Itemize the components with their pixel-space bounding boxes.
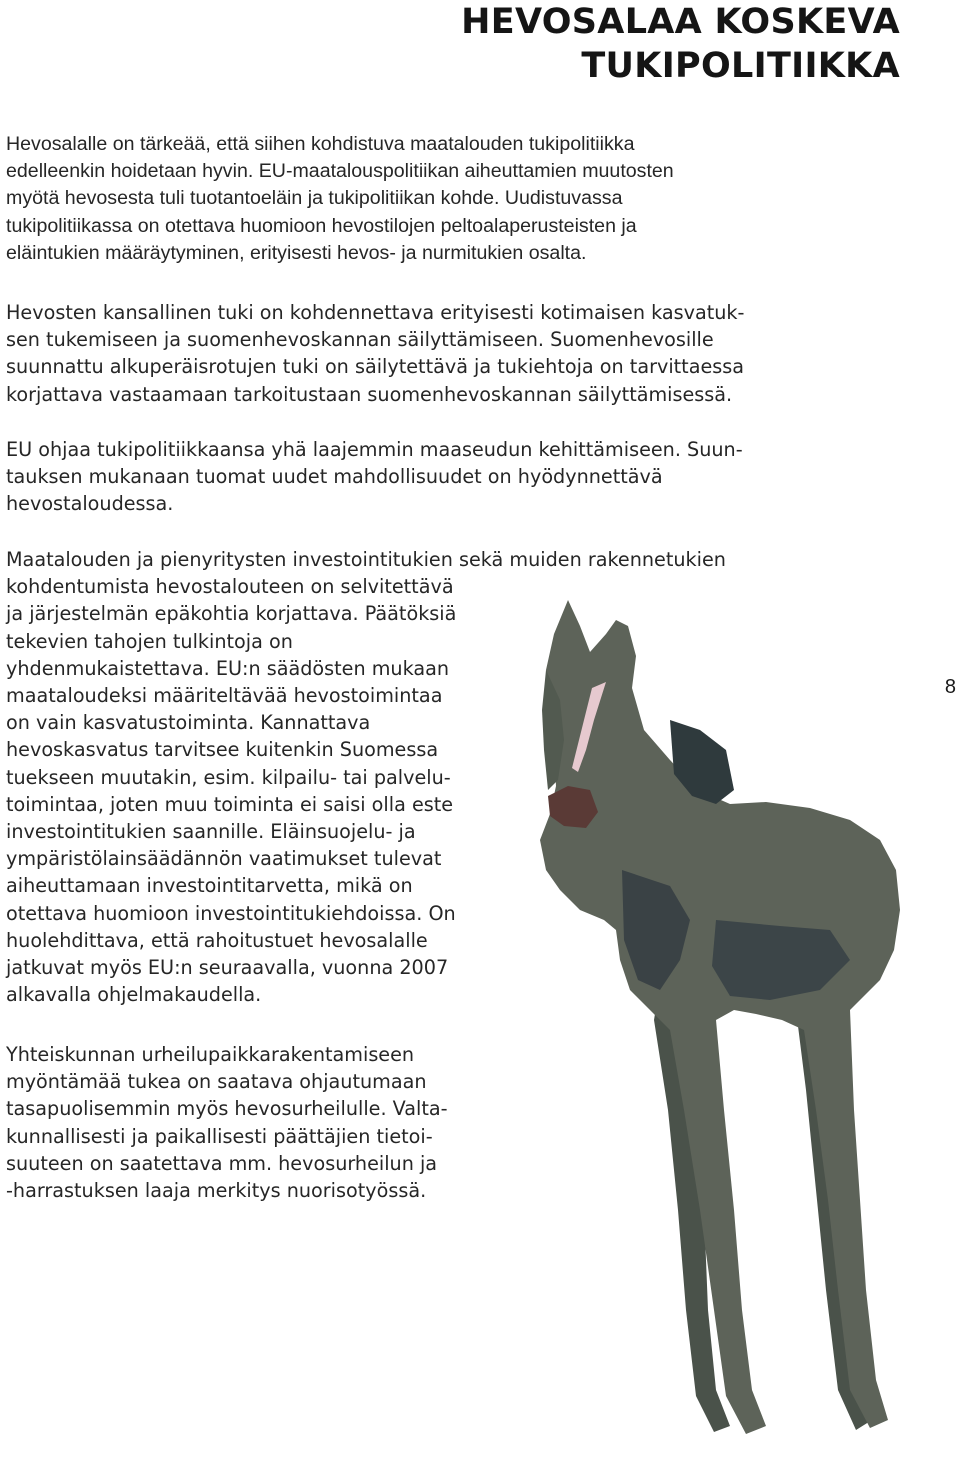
text-line: on vain kasvatustoiminta. Kannattava — [6, 711, 371, 735]
paragraph-national-support — [6, 299, 744, 408]
page-number: 8 — [944, 676, 956, 698]
text-line: Hevosalalle on tärkeää, että siihen kohdistuva maatalouden tukipolitiikka — [6, 133, 635, 155]
text-line: ja järjestelmän epäkohtia korjattava. Päätöksiä — [6, 602, 457, 626]
text-line: edelleenkin hoidetaan hyvin. EU-maatalouspolitiikan aiheuttamien muutosten — [6, 160, 674, 183]
text-line: maataloudeksi määriteltävää hevostoimintaa — [6, 684, 443, 708]
paragraph-sports-facilities — [6, 1041, 448, 1204]
text-line: tekevien tahojen tulkintoja on — [6, 629, 293, 653]
text-line: aiheuttamaan investointitarvetta, mikä on — [6, 874, 413, 898]
text-line: tasapuolisemmin myös hevosurheilulle. Valta- — [6, 1097, 448, 1121]
text-line: investointitukien saannille. Eläinsuojelu- ja — [6, 820, 416, 844]
text-line: hevoskasvatus tarvitsee kuitenkin Suomessa — [6, 738, 439, 762]
text-line: huolehdittava, että rahoitustuet hevosalalle — [6, 928, 428, 952]
text-line: eläintukien määräytyminen, erityisesti hevos- ja nurmitukien osalta. — [6, 241, 587, 264]
text-line: Hevosten kansallinen tuki on kohdennettava erityisesti kotimaisen kasvatuk- — [6, 301, 745, 324]
text-line: tuekseen muutakin, esim. kilpailu- tai palvelu- — [6, 765, 451, 789]
text-line: myöntämää tukea on saatava ohjautumaan — [6, 1070, 427, 1094]
paragraph-rural-development — [6, 436, 743, 518]
text-line: -harrastuksen laaja merkitys nuorisotyössä. — [6, 1179, 427, 1203]
page-title-line-2: TUKIPOLITIIKKA — [581, 46, 900, 86]
text-line: Yhteiskunnan urheilupaikkarakentamiseen — [6, 1043, 415, 1066]
text-line: tukipolitiikassa on otettava huomioon hevostilojen peltoalaperusteisten ja — [6, 214, 637, 237]
paragraph-support-policy — [6, 131, 674, 267]
foal-body — [540, 600, 900, 1434]
text-line: kohdentumista hevostalouteen on selvitettävä — [6, 575, 454, 599]
text-line: hevostaloudessa. — [6, 492, 174, 516]
text-line: myötä hevosesta tuli tuotantoeläin ja tukipolitiikan kohde. Uudistuvassa — [6, 187, 623, 210]
page-title — [461, 0, 900, 88]
text-line: otettava huomioon investointitukiehdoissa. On — [6, 901, 456, 925]
foal-illustration — [520, 590, 920, 1460]
text-line: sen tukemiseen ja suomenhevoskannan säilyttämiseen. Suomenhevosille — [6, 328, 714, 352]
text-line: suuteen on saatettava mm. hevosurheilun ja — [6, 1151, 438, 1175]
text-line: yhdenmukaistettava. EU:n säädösten mukaan — [6, 656, 450, 680]
text-line: suunnattu alkuperäisrotujen tuki on säilytettävä ja tukiehtoja on tarvittaessa — [6, 355, 745, 379]
text-line: kunnallisesti ja paikallisesti päättäjien tietoi- — [6, 1124, 433, 1148]
text-line: jatkuvat myös EU:n seuraavalla, vuonna 2007 — [6, 956, 449, 980]
text-line: alkavalla ohjelmakaudella. — [6, 983, 262, 1007]
text-line: toimintaa, joten muu toiminta ei saisi olla este — [6, 792, 454, 816]
page-title-line-1: HEVOSALAA KOSKEVA — [461, 2, 900, 42]
text-line: EU ohjaa tukipolitiikkaansa yhä laajemmin maaseudun kehittämiseen. Suun- — [6, 438, 743, 461]
text-line: Maatalouden ja pienyritysten investointitukien sekä muiden rakennetukien — [6, 548, 726, 571]
text-line: ympäristölainsäädännön vaatimukset tulevat — [6, 847, 442, 871]
text-line: tauksen mukanaan tuomat uudet mahdollisuudet on hyödynnettävä — [6, 465, 663, 489]
text-line: korjattava vastaamaan tarkoitustaan suomenhevoskannan säilyttämisessä. — [6, 382, 733, 406]
